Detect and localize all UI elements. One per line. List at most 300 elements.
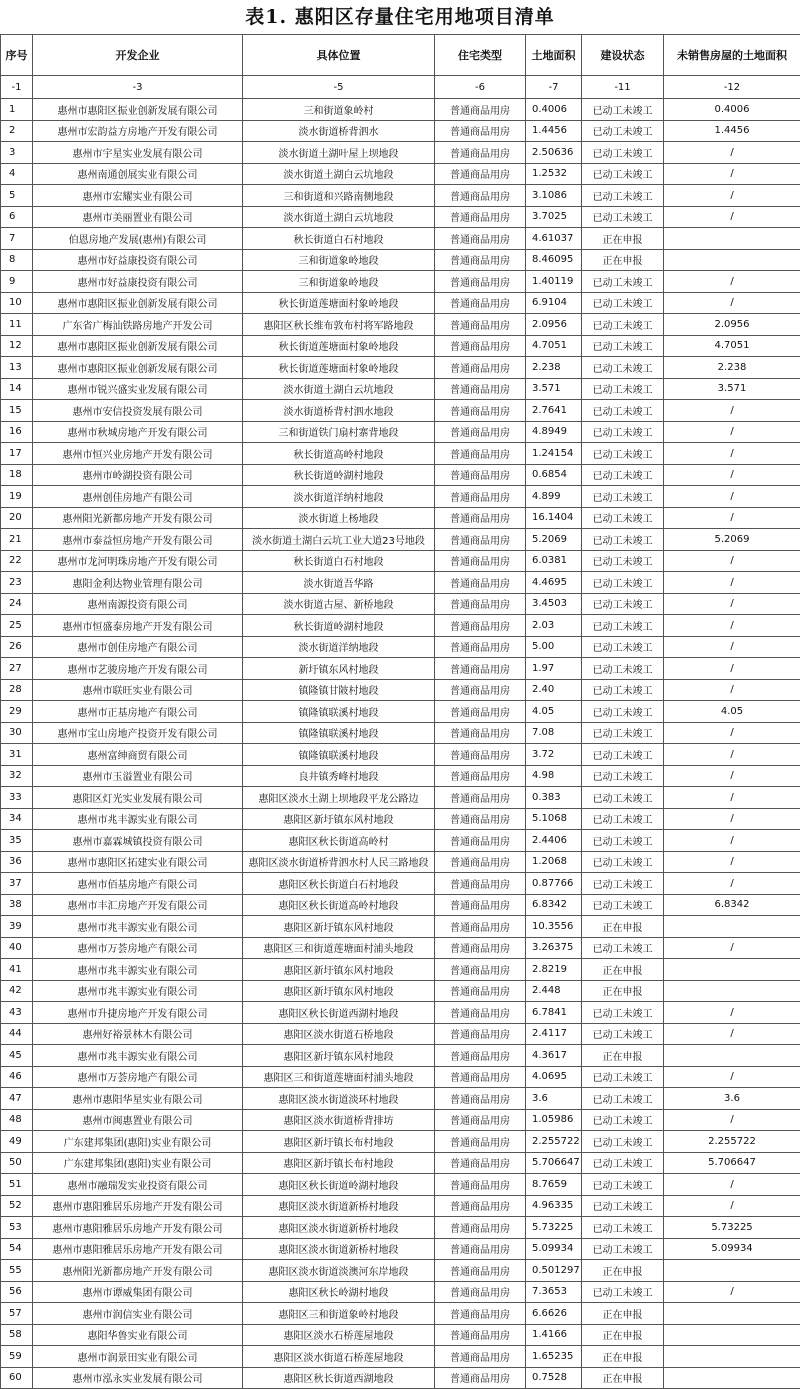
cell-developer: 惠州市惠阳华星实业有限公司 xyxy=(33,1088,243,1110)
table-row xyxy=(1,206,800,228)
cell-housing-type: 普通商品用房 xyxy=(435,873,526,895)
cell-location: 秋长街道莲塘面村象岭地段 xyxy=(243,292,435,314)
cell-developer: 惠州市融瑞发实业投资有限公司 xyxy=(33,1174,243,1196)
cell-unsold-area: / xyxy=(664,679,800,701)
cell-unsold-area: 0.4006 xyxy=(664,99,800,121)
cell-index: 60 xyxy=(1,1367,33,1389)
cell-location: 惠阳区秋长岭湖村地段 xyxy=(243,1281,435,1303)
cell-status: 已动工未竣工 xyxy=(582,120,664,142)
cell-land-area: 6.7841 xyxy=(526,1002,582,1024)
cell-index: 37 xyxy=(1,873,33,895)
cell-unsold-area: / xyxy=(664,830,800,852)
cell-land-area: 6.9104 xyxy=(526,292,582,314)
table-row xyxy=(1,916,800,938)
cell-housing-type: 普通商品用房 xyxy=(435,400,526,422)
cell-land-area: 1.4166 xyxy=(526,1324,582,1346)
cell-index: 24 xyxy=(1,593,33,615)
cell-land-area: 3.1086 xyxy=(526,185,582,207)
cell-status: 已动工未竣工 xyxy=(582,1174,664,1196)
cell-index: 58 xyxy=(1,1324,33,1346)
cell-land-area: 1.05986 xyxy=(526,1109,582,1131)
table-row xyxy=(1,185,800,207)
cell-unsold-area: 2.238 xyxy=(664,357,800,379)
cell-land-area: 2.50636 xyxy=(526,142,582,164)
cell-developer: 惠州市惠阳雅居乐房地产开发有限公司 xyxy=(33,1238,243,1260)
cell-status: 已动工未竣工 xyxy=(582,421,664,443)
cell-unsold-area xyxy=(664,1324,800,1346)
cell-index: 34 xyxy=(1,808,33,830)
cell-unsold-area: / xyxy=(664,1066,800,1088)
cell-housing-type: 普通商品用房 xyxy=(435,529,526,551)
cell-index: 54 xyxy=(1,1238,33,1260)
cell-land-area: 0.4006 xyxy=(526,99,582,121)
cell-status: 已动工未竣工 xyxy=(582,1195,664,1217)
cell-index: 38 xyxy=(1,894,33,916)
cell-land-area: 4.05 xyxy=(526,701,582,723)
cell-location: 秋长街道高岭村地段 xyxy=(243,443,435,465)
cell-index: 28 xyxy=(1,679,33,701)
cell-land-area: 5.73225 xyxy=(526,1217,582,1239)
header-cell-developer: 开发企业 xyxy=(33,35,243,76)
cell-status: 已动工未竣工 xyxy=(582,271,664,293)
table-row xyxy=(1,572,800,594)
cell-land-area: 5.09934 xyxy=(526,1238,582,1260)
cell-unsold-area: 2.255722 xyxy=(664,1131,800,1153)
cell-housing-type: 普通商品用房 xyxy=(435,271,526,293)
table-row xyxy=(1,894,800,916)
cell-developer: 惠州市好益康投资有限公司 xyxy=(33,271,243,293)
cell-housing-type: 普通商品用房 xyxy=(435,980,526,1002)
cell-status: 已动工未竣工 xyxy=(582,1002,664,1024)
cell-housing-type: 普通商品用房 xyxy=(435,228,526,250)
cell-status: 正在申报 xyxy=(582,1260,664,1282)
cell-developer: 惠州市惠阳雅居乐房地产开发有限公司 xyxy=(33,1195,243,1217)
cell-unsold-area: / xyxy=(664,486,800,508)
table-row xyxy=(1,142,800,164)
header-cell-status: 建设状态 xyxy=(582,35,664,76)
cell-status: 已动工未竣工 xyxy=(582,615,664,637)
cell-status: 已动工未竣工 xyxy=(582,486,664,508)
table-row xyxy=(1,615,800,637)
cell-index: 4 xyxy=(1,163,33,185)
table-row xyxy=(1,658,800,680)
cell-developer: 惠州市宝山房地产投资开发有限公司 xyxy=(33,722,243,744)
cell-developer: 惠州市龙河明珠房地产开发有限公司 xyxy=(33,550,243,572)
table-row xyxy=(1,937,800,959)
cell-location: 惠阳区淡水街道淡澳河东岸地段 xyxy=(243,1260,435,1282)
cell-status: 已动工未竣工 xyxy=(582,550,664,572)
cell-index: 6 xyxy=(1,206,33,228)
table-row xyxy=(1,1217,800,1239)
cell-developer: 惠州市嘉霖城镇投资有限公司 xyxy=(33,830,243,852)
cell-land-area: 3.26375 xyxy=(526,937,582,959)
cell-location: 淡水街道洋纳村地段 xyxy=(243,486,435,508)
cell-developer: 惠州市惠阳区拓建实业有限公司 xyxy=(33,851,243,873)
cell-unsold-area: 2.0956 xyxy=(664,314,800,336)
cell-land-area: 2.4117 xyxy=(526,1023,582,1045)
table-row xyxy=(1,507,800,529)
cell-location: 惠阳区新圩镇东风村地段 xyxy=(243,959,435,981)
cell-index: 11 xyxy=(1,314,33,336)
cell-housing-type: 普通商品用房 xyxy=(435,249,526,271)
cell-land-area: 1.2532 xyxy=(526,163,582,185)
cell-unsold-area: 4.05 xyxy=(664,701,800,723)
cell-housing-type: 普通商品用房 xyxy=(435,851,526,873)
table-row xyxy=(1,1131,800,1153)
table-row xyxy=(1,1303,800,1325)
cell-land-area: 5.706647 xyxy=(526,1152,582,1174)
cell-status: 已动工未竣工 xyxy=(582,1131,664,1153)
cell-location: 三和街道象岭地段 xyxy=(243,271,435,293)
table-row xyxy=(1,228,800,250)
cell-index: 31 xyxy=(1,744,33,766)
cell-location: 惠阳区新圩镇长布村地段 xyxy=(243,1131,435,1153)
cell-location: 惠阳区秋长维布敦布村将军路地段 xyxy=(243,314,435,336)
cell-land-area: 5.1068 xyxy=(526,808,582,830)
cell-status: 已动工未竣工 xyxy=(582,830,664,852)
cell-location: 淡水街道土湖白云坑地段 xyxy=(243,378,435,400)
cell-status: 正在申报 xyxy=(582,1045,664,1067)
table-row xyxy=(1,400,800,422)
cell-housing-type: 普通商品用房 xyxy=(435,636,526,658)
cell-housing-type: 普通商品用房 xyxy=(435,593,526,615)
cell-status: 已动工未竣工 xyxy=(582,292,664,314)
cell-housing-type: 普通商品用房 xyxy=(435,1367,526,1389)
cell-index: 15 xyxy=(1,400,33,422)
cell-unsold-area xyxy=(664,916,800,938)
cell-developer: 广东建邦集团(惠阳)实业有限公司 xyxy=(33,1131,243,1153)
cell-status: 已动工未竣工 xyxy=(582,744,664,766)
cell-unsold-area: 3.6 xyxy=(664,1088,800,1110)
table-row xyxy=(1,292,800,314)
cell-location: 惠阳区秋长街道西湖地段 xyxy=(243,1367,435,1389)
cell-land-area: 4.899 xyxy=(526,486,582,508)
cell-housing-type: 普通商品用房 xyxy=(435,787,526,809)
cell-status: 已动工未竣工 xyxy=(582,1023,664,1045)
cell-index: 29 xyxy=(1,701,33,723)
cell-land-area: 2.8219 xyxy=(526,959,582,981)
cell-unsold-area: / xyxy=(664,787,800,809)
cell-status: 已动工未竣工 xyxy=(582,636,664,658)
cell-land-area: 8.46095 xyxy=(526,249,582,271)
cell-housing-type: 普通商品用房 xyxy=(435,206,526,228)
cell-status: 已动工未竣工 xyxy=(582,1238,664,1260)
cell-index: 18 xyxy=(1,464,33,486)
cell-unsold-area: / xyxy=(664,572,800,594)
cell-unsold-area: 4.7051 xyxy=(664,335,800,357)
table-row xyxy=(1,1281,800,1303)
cell-housing-type: 普通商品用房 xyxy=(435,615,526,637)
cell-housing-type: 普通商品用房 xyxy=(435,486,526,508)
header-cell-location: 具体位置 xyxy=(243,35,435,76)
cell-status: 正在申报 xyxy=(582,959,664,981)
cell-unsold-area xyxy=(664,228,800,250)
cell-land-area: 2.7641 xyxy=(526,400,582,422)
cell-index: 55 xyxy=(1,1260,33,1282)
cell-unsold-area: / xyxy=(664,808,800,830)
cell-developer: 惠州市兆丰源实业有限公司 xyxy=(33,916,243,938)
cell-status: 已动工未竣工 xyxy=(582,658,664,680)
cell-location: 新圩镇东风村地段 xyxy=(243,658,435,680)
cell-unsold-area xyxy=(664,959,800,981)
cell-land-area: 5.2069 xyxy=(526,529,582,551)
cell-location: 惠阳区秋长街道西湖村地段 xyxy=(243,1002,435,1024)
cell-status: 已动工未竣工 xyxy=(582,808,664,830)
cell-status: 已动工未竣工 xyxy=(582,378,664,400)
cell-status: 已动工未竣工 xyxy=(582,572,664,594)
table-row xyxy=(1,120,800,142)
cell-location: 秋长街道岭湖村地段 xyxy=(243,615,435,637)
cell-housing-type: 普通商品用房 xyxy=(435,99,526,121)
cell-land-area: 5.00 xyxy=(526,636,582,658)
table-row xyxy=(1,1045,800,1067)
cell-status: 已动工未竣工 xyxy=(582,593,664,615)
cell-developer: 惠州市艺骏房地产开发有限公司 xyxy=(33,658,243,680)
cell-location: 淡水街道土湖叶屋上坝地段 xyxy=(243,142,435,164)
cell-developer: 惠州市佰基房地产有限公司 xyxy=(33,873,243,895)
table-row xyxy=(1,1367,800,1389)
table-row xyxy=(1,744,800,766)
cell-land-area: 1.2068 xyxy=(526,851,582,873)
cell-developer: 惠州市岭湖投资有限公司 xyxy=(33,464,243,486)
cell-index: 57 xyxy=(1,1303,33,1325)
cell-unsold-area: 5.2069 xyxy=(664,529,800,551)
cell-index: 14 xyxy=(1,378,33,400)
cell-unsold-area xyxy=(664,1260,800,1282)
table-row xyxy=(1,1152,800,1174)
cell-developer: 惠州市丰汇房地产开发有限公司 xyxy=(33,894,243,916)
cell-land-area: 16.1404 xyxy=(526,507,582,529)
cell-index: 43 xyxy=(1,1002,33,1024)
cell-housing-type: 普通商品用房 xyxy=(435,314,526,336)
cell-status: 已动工未竣工 xyxy=(582,206,664,228)
cell-index: 12 xyxy=(1,335,33,357)
cell-index: 46 xyxy=(1,1066,33,1088)
cell-housing-type: 普通商品用房 xyxy=(435,894,526,916)
cell-index: 9 xyxy=(1,271,33,293)
cell-unsold-area: / xyxy=(664,400,800,422)
table-row xyxy=(1,1324,800,1346)
cell-status: 已动工未竣工 xyxy=(582,765,664,787)
column-index-cell: -5 xyxy=(243,76,435,99)
table-row xyxy=(1,1066,800,1088)
cell-location: 淡水街道土湖白云坑工业大道23号地段 xyxy=(243,529,435,551)
header-cell-housing-type: 住宅类型 xyxy=(435,35,526,76)
cell-developer: 惠阳金利达物业管理有限公司 xyxy=(33,572,243,594)
cell-unsold-area: / xyxy=(664,937,800,959)
cell-developer: 惠州市万荟房地产有限公司 xyxy=(33,937,243,959)
cell-location: 惠阳区淡水街道桥背泗水村人民三路地段 xyxy=(243,851,435,873)
table-row xyxy=(1,314,800,336)
cell-index: 42 xyxy=(1,980,33,1002)
cell-status: 已动工未竣工 xyxy=(582,787,664,809)
cell-housing-type: 普通商品用房 xyxy=(435,507,526,529)
cell-index: 30 xyxy=(1,722,33,744)
cell-location: 惠阳区三和街道莲塘面村浦头地段 xyxy=(243,937,435,959)
cell-status: 正在申报 xyxy=(582,1346,664,1368)
cell-land-area: 2.40 xyxy=(526,679,582,701)
cell-developer: 惠州市闽惠置业有限公司 xyxy=(33,1109,243,1131)
cell-unsold-area: / xyxy=(664,765,800,787)
cell-unsold-area: 6.8342 xyxy=(664,894,800,916)
cell-index: 5 xyxy=(1,185,33,207)
cell-location: 淡水街道土湖白云坑地段 xyxy=(243,206,435,228)
cell-index: 39 xyxy=(1,916,33,938)
cell-index: 7 xyxy=(1,228,33,250)
cell-unsold-area: / xyxy=(664,658,800,680)
cell-unsold-area: 3.571 xyxy=(664,378,800,400)
cell-location: 淡水街道上杨地段 xyxy=(243,507,435,529)
cell-index: 16 xyxy=(1,421,33,443)
cell-status: 已动工未竣工 xyxy=(582,1217,664,1239)
cell-location: 淡水街道桥背泗水 xyxy=(243,120,435,142)
cell-location: 惠阳区三和街道象岭村地段 xyxy=(243,1303,435,1325)
cell-location: 秋长街道白石村地段 xyxy=(243,550,435,572)
cell-status: 正在申报 xyxy=(582,980,664,1002)
cell-unsold-area: / xyxy=(664,722,800,744)
cell-location: 惠阳区淡水土湖上坝地段平龙公路边 xyxy=(243,787,435,809)
cell-status: 已动工未竣工 xyxy=(582,335,664,357)
cell-housing-type: 普通商品用房 xyxy=(435,1281,526,1303)
cell-location: 惠阳区秋长街道白石村地段 xyxy=(243,873,435,895)
cell-index: 48 xyxy=(1,1109,33,1131)
cell-land-area: 4.8949 xyxy=(526,421,582,443)
cell-developer: 惠州市兆丰源实业有限公司 xyxy=(33,1045,243,1067)
cell-housing-type: 普通商品用房 xyxy=(435,464,526,486)
cell-housing-type: 普通商品用房 xyxy=(435,1174,526,1196)
cell-status: 已动工未竣工 xyxy=(582,185,664,207)
cell-housing-type: 普通商品用房 xyxy=(435,335,526,357)
cell-location: 良井镇秀峰村地段 xyxy=(243,765,435,787)
table-row xyxy=(1,550,800,572)
cell-status: 已动工未竣工 xyxy=(582,851,664,873)
cell-unsold-area: / xyxy=(664,507,800,529)
table-row xyxy=(1,1002,800,1024)
cell-land-area: 3.7025 xyxy=(526,206,582,228)
cell-unsold-area: / xyxy=(664,744,800,766)
cell-housing-type: 普通商品用房 xyxy=(435,1002,526,1024)
cell-land-area: 4.98 xyxy=(526,765,582,787)
cell-index: 1 xyxy=(1,99,33,121)
cell-housing-type: 普通商品用房 xyxy=(435,658,526,680)
cell-housing-type: 普通商品用房 xyxy=(435,120,526,142)
cell-index: 32 xyxy=(1,765,33,787)
cell-location: 惠阳区淡水石桥莲屋地段 xyxy=(243,1324,435,1346)
cell-land-area: 7.08 xyxy=(526,722,582,744)
table-row xyxy=(1,271,800,293)
cell-developer: 惠州市惠阳区振业创新发展有限公司 xyxy=(33,99,243,121)
cell-index: 52 xyxy=(1,1195,33,1217)
table-row xyxy=(1,980,800,1002)
cell-developer: 广东建邦集团(惠阳)实业有限公司 xyxy=(33,1152,243,1174)
cell-developer: 惠州市兆丰源实业有限公司 xyxy=(33,959,243,981)
cell-status: 已动工未竣工 xyxy=(582,1152,664,1174)
cell-index: 17 xyxy=(1,443,33,465)
table-row xyxy=(1,679,800,701)
cell-developer: 惠阳区灯光实业发展有限公司 xyxy=(33,787,243,809)
cell-housing-type: 普通商品用房 xyxy=(435,1195,526,1217)
cell-unsold-area xyxy=(664,1045,800,1067)
cell-unsold-area: / xyxy=(664,271,800,293)
cell-developer: 惠州阳光新都房地产开发有限公司 xyxy=(33,1260,243,1282)
cell-developer: 惠州市创佳房地产有限公司 xyxy=(33,636,243,658)
cell-status: 正在申报 xyxy=(582,916,664,938)
cell-unsold-area: / xyxy=(664,1174,800,1196)
cell-location: 秋长街道莲塘面村象岭地段 xyxy=(243,335,435,357)
header-cell-index: 序号 xyxy=(1,35,33,76)
cell-land-area: 3.4503 xyxy=(526,593,582,615)
table-row xyxy=(1,99,800,121)
cell-location: 淡水街道古屋、新桥地段 xyxy=(243,593,435,615)
cell-land-area: 3.571 xyxy=(526,378,582,400)
cell-developer: 惠州市谭威集团有限公司 xyxy=(33,1281,243,1303)
cell-developer: 惠州市升捷房地产开发有限公司 xyxy=(33,1002,243,1024)
cell-unsold-area: / xyxy=(664,464,800,486)
cell-developer: 惠州市兆丰源实业有限公司 xyxy=(33,980,243,1002)
cell-location: 惠阳区秋长街道高岭村地段 xyxy=(243,894,435,916)
cell-unsold-area: 5.706647 xyxy=(664,1152,800,1174)
cell-location: 惠阳区淡水街道石桥莲屋地段 xyxy=(243,1346,435,1368)
table-row xyxy=(1,1109,800,1131)
cell-developer: 惠州市润信实业有限公司 xyxy=(33,1303,243,1325)
table-row xyxy=(1,1088,800,1110)
cell-developer: 惠州创佳房地产有限公司 xyxy=(33,486,243,508)
cell-status: 已动工未竣工 xyxy=(582,443,664,465)
cell-developer: 惠阳华鲁实业有限公司 xyxy=(33,1324,243,1346)
cell-land-area: 3.72 xyxy=(526,744,582,766)
cell-status: 已动工未竣工 xyxy=(582,357,664,379)
cell-unsold-area: / xyxy=(664,1109,800,1131)
column-index-cell: -6 xyxy=(435,76,526,99)
cell-housing-type: 普通商品用房 xyxy=(435,572,526,594)
table-row xyxy=(1,443,800,465)
table-row xyxy=(1,357,800,379)
cell-developer: 惠州市润景田实业有限公司 xyxy=(33,1346,243,1368)
cell-developer: 惠州市兆丰源实业有限公司 xyxy=(33,808,243,830)
cell-housing-type: 普通商品用房 xyxy=(435,1217,526,1239)
cell-status: 已动工未竣工 xyxy=(582,314,664,336)
cell-unsold-area: / xyxy=(664,873,800,895)
cell-land-area: 1.4456 xyxy=(526,120,582,142)
cell-index: 27 xyxy=(1,658,33,680)
column-index-row xyxy=(1,76,800,99)
cell-housing-type: 普通商品用房 xyxy=(435,959,526,981)
cell-unsold-area: / xyxy=(664,292,800,314)
cell-index: 59 xyxy=(1,1346,33,1368)
cell-index: 44 xyxy=(1,1023,33,1045)
cell-index: 10 xyxy=(1,292,33,314)
cell-status: 已动工未竣工 xyxy=(582,701,664,723)
cell-housing-type: 普通商品用房 xyxy=(435,1260,526,1282)
cell-developer: 惠州市玉溢置业有限公司 xyxy=(33,765,243,787)
cell-unsold-area: / xyxy=(664,206,800,228)
cell-housing-type: 普通商品用房 xyxy=(435,1238,526,1260)
cell-location: 惠阳区淡水街道新桥村地段 xyxy=(243,1195,435,1217)
cell-developer: 惠州市恒兴业房地产开发有限公司 xyxy=(33,443,243,465)
cell-developer: 惠州市联旺实业有限公司 xyxy=(33,679,243,701)
cell-developer: 惠州市惠阳区振业创新发展有限公司 xyxy=(33,357,243,379)
cell-land-area: 6.6626 xyxy=(526,1303,582,1325)
cell-index: 26 xyxy=(1,636,33,658)
cell-unsold-area: / xyxy=(664,851,800,873)
cell-unsold-area: / xyxy=(664,142,800,164)
cell-unsold-area xyxy=(664,980,800,1002)
cell-unsold-area xyxy=(664,1346,800,1368)
cell-developer: 惠州市宇星实业发展有限公司 xyxy=(33,142,243,164)
table-row xyxy=(1,529,800,551)
cell-location: 惠阳区淡水街道新桥村地段 xyxy=(243,1217,435,1239)
table-row xyxy=(1,1023,800,1045)
